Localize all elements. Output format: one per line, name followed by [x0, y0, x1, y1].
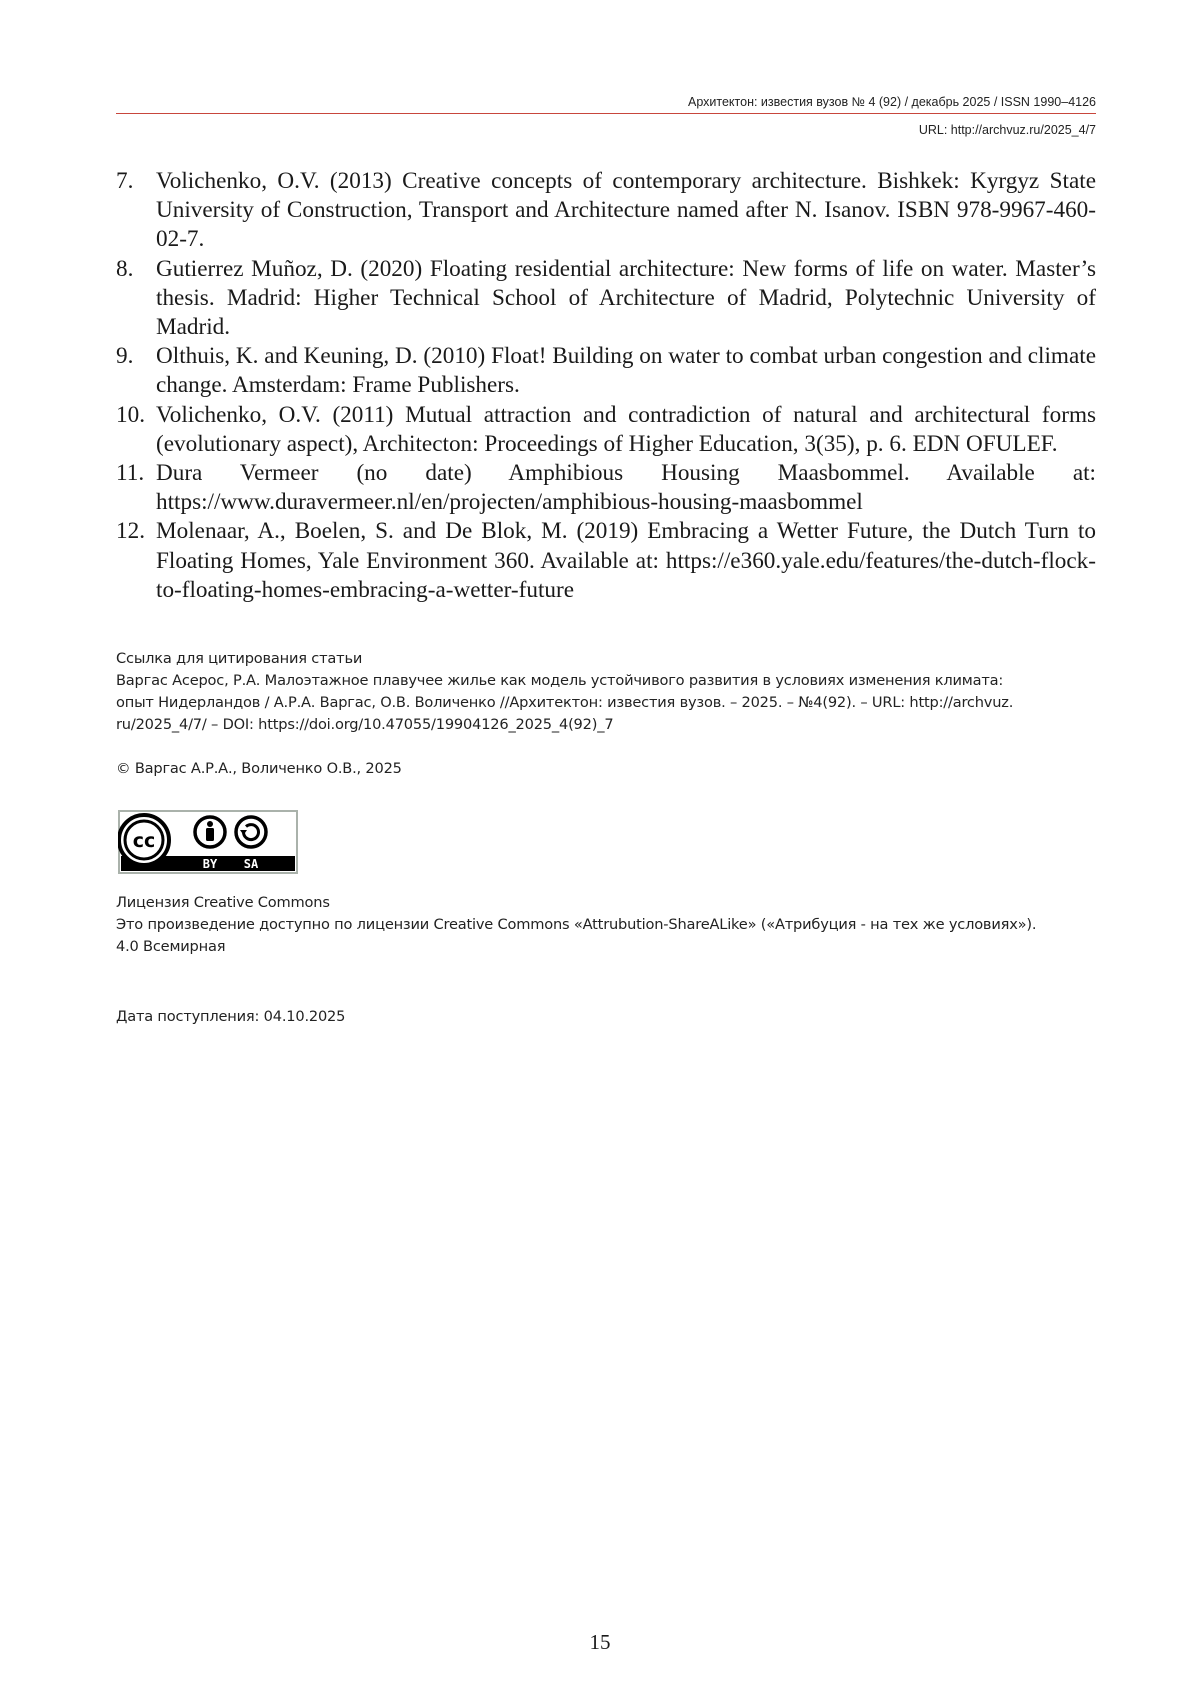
reference-item	[116, 167, 1096, 255]
running-header	[116, 95, 1096, 137]
reference-number: 7.	[116, 168, 134, 194]
reference-number: 11.	[116, 460, 145, 487]
reference-item	[116, 342, 1096, 400]
reference-number: 9.	[116, 343, 134, 370]
reference-item	[116, 401, 1096, 459]
license-text: Это произведение доступно по лицензии Creative Commons «Attrubution-ShareALike» («Атрибуция - на тех же условиях»).	[116, 916, 1037, 933]
reference-text: Volichenko, O.V. (2011) Mutual attraction and contradiction of natural and architectural forms (evolutionary aspect), Architecton: Proceedings of Higher Education, 3(35), p. 6. EDN OFULEF.	[156, 401, 1096, 457]
reference-text: Volichenko, O.V. (2013) Creative concepts of contemporary architecture. Bishkek: Kyrgyz State University of Construction, Transport and Architecture named after N. Isanov. ISBN 978-9967-460-02-7.	[156, 168, 1096, 253]
reference-item	[116, 255, 1096, 343]
citation-block	[116, 648, 1106, 736]
reference-list	[116, 167, 1096, 605]
cc-label: cc	[132, 830, 156, 852]
reference-text: Molenaar, A., Boelen, S. and De Blok, M. (2019) Embracing a Wetter Future, the Dutch Turn to Floating Homes, Yale Environment 360. Available at: https://e360.yale.edu/features/the-dutch-flock-to-floating-homes-embracing-a-wetter-future	[156, 518, 1096, 603]
license-version: 4.0 Всемирная	[116, 938, 226, 955]
article-url: URL: http://archvuz.ru/2025_4/7	[918, 123, 1096, 137]
reference-number: 12.	[116, 518, 145, 545]
reference-text: Olthuis, K. and Keuning, D. (2010) Float! Building on water to combat urban congestion and climate change. Amsterdam: Frame Publishers.	[156, 343, 1096, 399]
received-date: Дата поступления: 04.10.2025	[116, 1008, 346, 1025]
reference-number: 8.	[116, 255, 134, 282]
license-block	[116, 892, 1106, 958]
reference-text: Gutierrez Muñoz, D. (2020) Floating residential architecture: New forms of life on water. Master’s thesis. Madrid: Higher Technical School of Architecture of Madrid, Polytechnic University of Madrid.	[156, 255, 1096, 341]
page-number: 15	[589, 1630, 611, 1654]
license-title: Лицензия Creative Commons	[116, 894, 330, 911]
by-label: BY	[202, 857, 218, 871]
sa-label: SA	[243, 857, 259, 871]
reference-number: 10.	[116, 401, 145, 428]
citation-line: опыт Нидерландов / А.Р.А. Варгас, О.В. Воличенко //Архитектон: известия вузов. – 2025. – №4(92). – URL: http://archvuz.	[116, 694, 1014, 711]
citation-line: ru/2025_4/7/ – DOI: https://doi.org/10.47055/19904126_2025_4(92)_7	[116, 716, 614, 733]
citation-heading: Ссылка для цитирования статьи	[116, 650, 363, 667]
journal-info: Архитектон: известия вузов № 4 (92) / декабрь 2025 / ISSN 1990–4126	[116, 95, 1096, 114]
copyright-notice: © Варгас А.Р.А., Воличенко О.В., 2025	[116, 760, 402, 777]
reference-item	[116, 459, 1096, 517]
reference-item	[116, 517, 1096, 605]
cc-by-sa-badge-icon	[118, 810, 298, 874]
reference-text: Dura Vermeer (no date) Amphibious Housing Maasbommel. Available at: https://www.duravermeer.nl/en/projecten/amphibious-housing-maasbommel	[156, 460, 1096, 516]
citation-line: Варгас Асерос, Р.А. Малоэтажное плавучее жилье как модель устойчивого развития в условиях изменения климата:	[116, 672, 1004, 689]
